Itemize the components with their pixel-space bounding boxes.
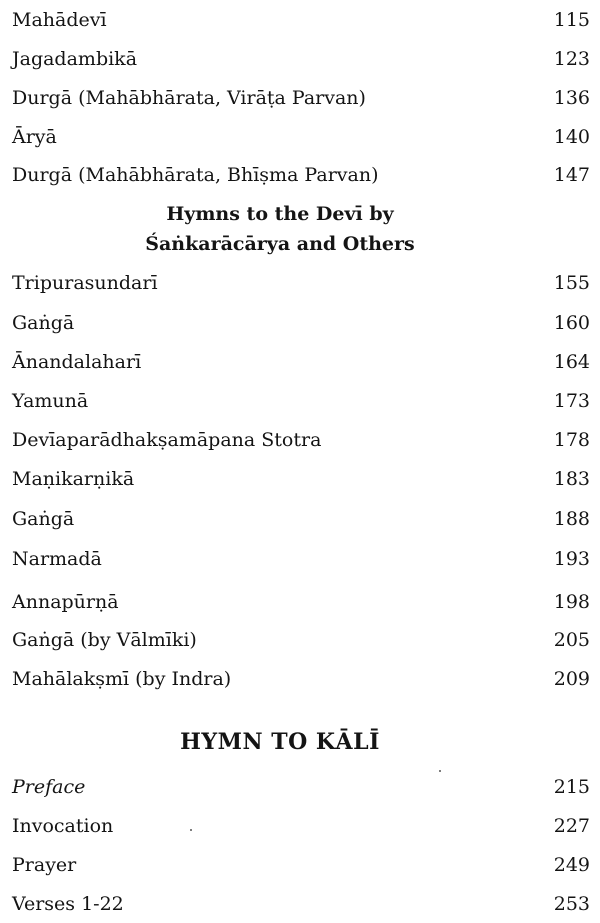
toc-entry-page: 173 bbox=[553, 390, 590, 412]
toc-entry bbox=[12, 5, 590, 35]
toc-entry bbox=[12, 544, 590, 574]
toc-entry-title: Annapūrṇā bbox=[12, 591, 119, 613]
toc-entry bbox=[12, 889, 590, 919]
print-speck bbox=[439, 770, 441, 772]
toc-entry bbox=[12, 504, 590, 534]
print-speck bbox=[190, 829, 192, 831]
toc-entry-page: 198 bbox=[553, 591, 590, 613]
toc-entry-page: 115 bbox=[553, 9, 590, 31]
toc-entry-title: Verses 1-22 bbox=[12, 893, 124, 915]
toc-entry bbox=[12, 664, 590, 694]
toc-entry-title: Maṇikarṇikā bbox=[12, 468, 135, 490]
toc-entry bbox=[12, 625, 590, 655]
toc-entry-title: Gaṅgā bbox=[12, 312, 75, 334]
toc-entry-title: Gaṅgā (by Vālmīki) bbox=[12, 629, 197, 651]
toc-entry bbox=[12, 425, 590, 455]
toc-entry-page: 215 bbox=[553, 776, 590, 798]
toc-entry bbox=[12, 811, 590, 841]
toc-entry-page: 209 bbox=[553, 668, 590, 690]
toc-entry-title: Prayer bbox=[12, 854, 77, 876]
toc-entry-title: Invocation bbox=[12, 815, 114, 837]
toc-entry-title: Devīaparādhakṣamāpana Stotra bbox=[12, 429, 322, 451]
toc-entry-page: 160 bbox=[553, 312, 590, 334]
toc-entry-page: 227 bbox=[553, 815, 590, 837]
toc-entry-page: 188 bbox=[553, 508, 590, 530]
toc-entry-page: 183 bbox=[553, 468, 590, 490]
toc-entry bbox=[12, 83, 590, 113]
toc-entry bbox=[12, 160, 590, 190]
toc-entry bbox=[12, 268, 590, 298]
toc-entry bbox=[12, 587, 590, 617]
toc-entry-title: Durgā (Mahābhārata, Bhīṣma Parvan) bbox=[12, 164, 379, 186]
toc-entry-title: Mahādevī bbox=[12, 9, 107, 31]
toc-entry-page: 155 bbox=[553, 272, 590, 294]
toc-entry-page: 249 bbox=[553, 854, 590, 876]
toc-entry-title: Gaṅgā bbox=[12, 508, 75, 530]
toc-entry bbox=[12, 464, 590, 494]
major-section-heading: HYMN TO KĀLĪ bbox=[180, 729, 380, 755]
toc-entry-page: 147 bbox=[553, 164, 590, 186]
toc-entry bbox=[12, 122, 590, 152]
toc-entry-page: 164 bbox=[553, 351, 590, 373]
toc-entry bbox=[12, 386, 590, 416]
toc-entry-title: Durgā (Mahābhārata, Virāṭa Parvan) bbox=[12, 87, 366, 109]
toc-entry-title: Narmadā bbox=[12, 548, 102, 570]
toc-entry bbox=[12, 772, 590, 802]
toc-entry bbox=[12, 44, 590, 74]
section-heading-line-2: Śaṅkarācārya and Others bbox=[145, 233, 415, 255]
toc-entry-title: Yamunā bbox=[12, 390, 89, 412]
section-heading-line-1: Hymns to the Devī by bbox=[166, 203, 394, 225]
toc-entry-page: 178 bbox=[553, 429, 590, 451]
toc-entry-title: Ānandalaharī bbox=[12, 351, 142, 373]
toc-entry-title: Jagadambikā bbox=[12, 48, 138, 70]
toc-entry-title: Āryā bbox=[12, 126, 57, 148]
toc-entry-page: 136 bbox=[553, 87, 590, 109]
toc-entry bbox=[12, 347, 590, 377]
toc-entry-page: 123 bbox=[553, 48, 590, 70]
toc-entry-title: Mahālakṣmī (by Indra) bbox=[12, 668, 232, 690]
toc-entry-title: Tripurasundarī bbox=[12, 272, 158, 294]
toc-entry bbox=[12, 850, 590, 880]
toc-entry-page: 193 bbox=[553, 548, 590, 570]
toc-entry bbox=[12, 308, 590, 338]
toc-entry-page: 205 bbox=[553, 629, 590, 651]
toc-entry-page: 253 bbox=[553, 893, 590, 915]
toc-entry-title: Preface bbox=[12, 776, 86, 798]
toc-entry-page: 140 bbox=[553, 126, 590, 148]
